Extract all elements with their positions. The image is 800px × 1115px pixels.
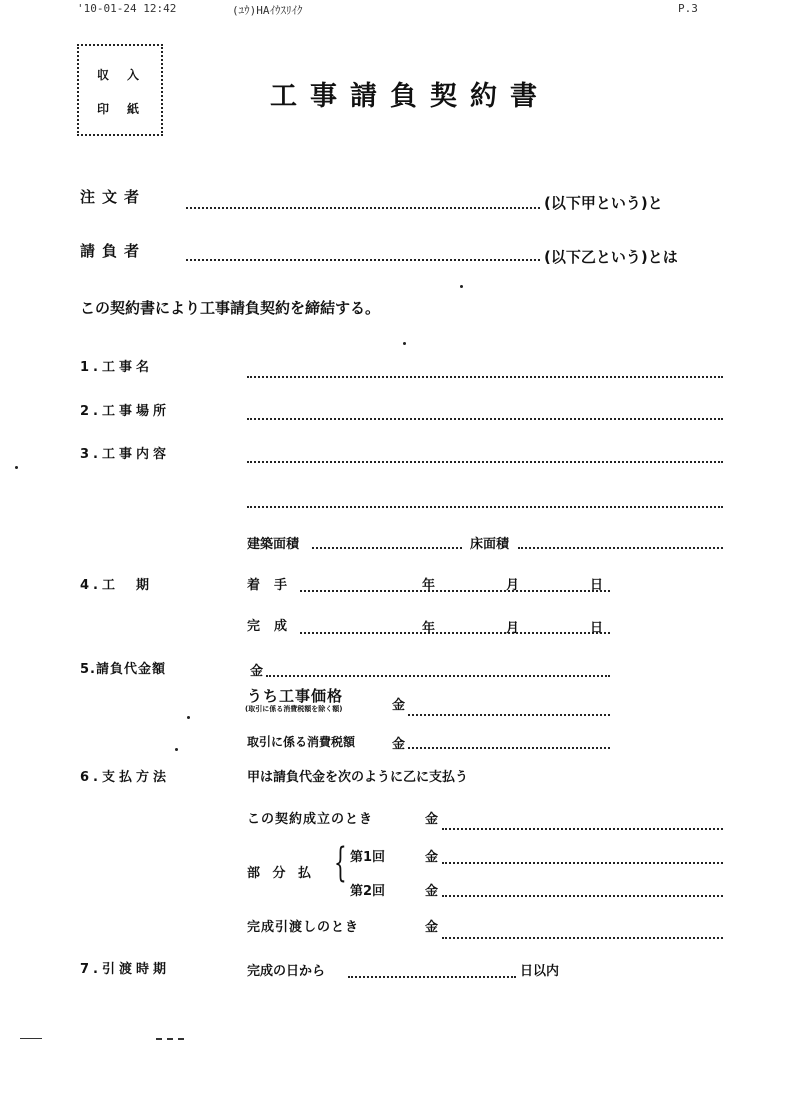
- start-label: 着手: [247, 578, 302, 593]
- item-5-label: 5.請負代金額: [80, 662, 166, 677]
- start-date-field[interactable]: [300, 590, 610, 592]
- kin-label: 金: [425, 884, 439, 899]
- delivery-from-label: 完成の日から: [247, 964, 326, 979]
- kin-label: 金: [392, 698, 406, 713]
- kin-label: 金: [250, 664, 264, 679]
- fax-timestamp: '10-01-24 12:42: [77, 2, 177, 15]
- item-4-label: 4.工 期: [80, 578, 153, 593]
- first-installment-label: 第1回: [350, 850, 386, 865]
- payment-intro: 甲は請負代金を次のように乙に支払う: [247, 770, 469, 785]
- scan-mark: [20, 1038, 42, 1039]
- second-installment-field[interactable]: [442, 895, 723, 897]
- contractor-label: 請負者: [80, 242, 147, 260]
- work-content-field-1[interactable]: [247, 461, 723, 463]
- work-content-field-2[interactable]: [247, 506, 723, 508]
- of-which-label: うち工事価格: [247, 687, 344, 705]
- work-name-field[interactable]: [247, 376, 723, 378]
- orderer-field[interactable]: [186, 207, 540, 209]
- brace-shape: {: [334, 840, 347, 886]
- consumption-tax-label: 取引に係る消費税額: [247, 735, 356, 749]
- scan-speck: [460, 285, 463, 288]
- kin-label: 金: [425, 850, 439, 865]
- completion-date-field[interactable]: [300, 632, 610, 634]
- orderer-suffix: (以下甲という)と: [544, 194, 663, 212]
- item-1-label: 1.工事名: [80, 360, 153, 375]
- stamp-char: 入: [127, 68, 140, 82]
- day-unit: 日: [590, 621, 604, 636]
- building-area-field[interactable]: [312, 547, 462, 549]
- contractor-suffix: (以下乙という)とは: [544, 248, 678, 266]
- fax-sender: (ﾕｳ)HAｲｳｽﾘｲｸ: [232, 4, 303, 17]
- scan-mark: [156, 1038, 184, 1040]
- first-installment-field[interactable]: [442, 862, 723, 864]
- building-area-label: 建築面積: [247, 537, 300, 552]
- scan-speck: [403, 342, 406, 345]
- on-contract-label: この契約成立のとき: [247, 812, 374, 827]
- item-7-label: 7.引渡時期: [80, 962, 170, 977]
- day-unit: 日: [590, 578, 604, 593]
- kin-label: 金: [392, 737, 406, 752]
- within-days-label: 日以内: [520, 964, 560, 979]
- stamp-char: 印: [97, 102, 110, 116]
- year-unit: 年: [422, 578, 436, 593]
- fax-page-number: P.3: [678, 2, 698, 15]
- on-contract-payment-field[interactable]: [442, 828, 723, 830]
- item-6-label: 6.支払方法: [80, 770, 170, 785]
- preamble-text: この契約書により工事請負契約を締結する。: [80, 299, 381, 317]
- consumption-tax-field[interactable]: [408, 747, 610, 749]
- delivery-days-field[interactable]: [348, 976, 516, 978]
- of-which-note: (取引に係る消費税額を除く額): [245, 705, 343, 713]
- stamp-char: 収: [97, 68, 110, 82]
- document-title: 工事請負契約書: [270, 81, 550, 112]
- floor-area-label: 床面積: [470, 537, 510, 552]
- item-2-label: 2.工事場所: [80, 404, 170, 419]
- scan-speck: [175, 748, 178, 751]
- partial-payment-label: 部 分 払: [247, 866, 316, 881]
- orderer-label: 注文者: [80, 188, 147, 206]
- complete-label: 完成: [247, 619, 302, 634]
- contractor-field[interactable]: [186, 259, 540, 261]
- scan-speck: [187, 716, 190, 719]
- kin-label: 金: [425, 920, 439, 935]
- month-unit: 月: [506, 578, 520, 593]
- construction-price-field[interactable]: [408, 714, 610, 716]
- on-delivery-payment-field[interactable]: [442, 937, 723, 939]
- work-location-field[interactable]: [247, 418, 723, 420]
- year-unit: 年: [422, 621, 436, 636]
- on-delivery-label: 完成引渡しのとき: [247, 920, 360, 935]
- kin-label: 金: [425, 812, 439, 827]
- item-3-label: 3.工事内容: [80, 447, 170, 462]
- scan-speck: [15, 466, 18, 469]
- stamp-char: 紙: [127, 102, 140, 116]
- revenue-stamp-box: [77, 44, 163, 136]
- second-installment-label: 第2回: [350, 884, 386, 899]
- contract-price-field[interactable]: [266, 675, 610, 677]
- month-unit: 月: [506, 621, 520, 636]
- floor-area-field[interactable]: [518, 547, 723, 549]
